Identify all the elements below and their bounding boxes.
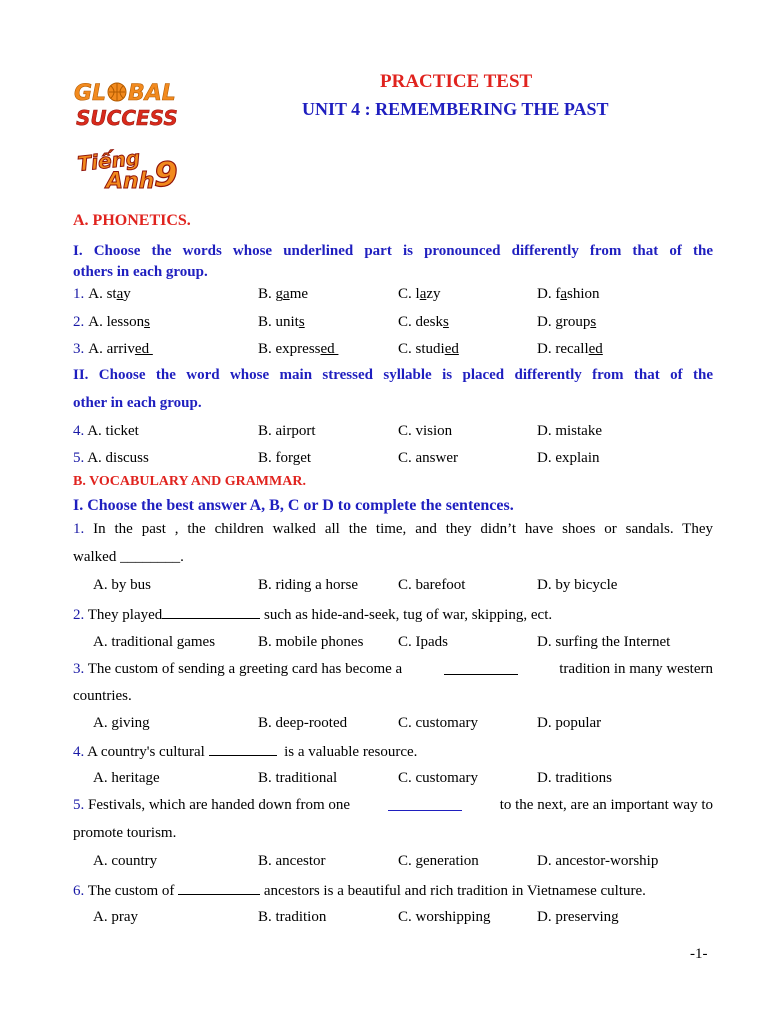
section-a-title: A. PHONETICS. (73, 212, 191, 229)
underlined-part: s (590, 314, 597, 330)
option-b (258, 340, 338, 358)
underlined-part: ed (134, 341, 153, 357)
b-question-2 (73, 604, 552, 624)
underlined-part: a (283, 286, 290, 302)
underlined-part: ed (444, 341, 459, 357)
option-d: D. popular (537, 715, 602, 731)
question-3 (73, 340, 753, 358)
option-text: B. unit (258, 314, 299, 330)
option-d (537, 285, 600, 303)
svg-text:Anh: Anh (106, 169, 155, 194)
b-question-4 (73, 741, 417, 761)
question-number: 5. (73, 450, 85, 466)
option-d: D. surfing the Internet (537, 634, 671, 650)
underlined-part: a (560, 286, 567, 302)
question-2 (73, 313, 753, 331)
question-number: 4. (73, 744, 85, 760)
option-d (537, 313, 596, 331)
option-text: D. recall (537, 341, 589, 357)
underlined-part: ed (320, 341, 339, 357)
option-text-end: me (289, 286, 309, 302)
option-a: A. country (93, 853, 158, 869)
b-question-1-line1 (73, 520, 713, 538)
question-number: 2. (73, 607, 85, 623)
question-number: 4. (73, 423, 85, 439)
page-number: -1- (690, 946, 708, 962)
question-text: A country's cultural (84, 744, 205, 760)
question-text: The custom of sending a greeting card has become a (84, 661, 403, 677)
option-a: A. discuss (87, 450, 149, 466)
option-b: B. deep-rooted (258, 715, 348, 731)
underlined-part: a (116, 286, 124, 302)
option-text: A. st (88, 286, 117, 302)
option-a: A. giving (93, 715, 150, 731)
option-c (398, 313, 449, 331)
option-d: D. by bicycle (537, 577, 618, 593)
section-a-part2-line1: II. Choose the word whose main stressed syllable is placed differently from that of the (73, 367, 713, 383)
page-subtitle: UNIT 4 : REMEMBERING THE PAST (302, 99, 609, 119)
section-b-part1: I. Choose the best answer A, B, C or D to complete the sentences. (73, 497, 514, 514)
question-4 (73, 422, 753, 440)
question-text-cont: to the next, are an important way to (499, 797, 713, 813)
option-d: D. ancestor-worship (537, 853, 659, 869)
answer-blank[interactable] (209, 741, 277, 756)
option-b: B. forget (258, 450, 312, 466)
option-c: C. customary (398, 715, 478, 731)
svg-text:Tiếng: Tiếng (76, 145, 142, 176)
option-d: D. preserving (537, 909, 619, 925)
option-b: B. mobile phones (258, 634, 364, 650)
option-c: C. answer (398, 450, 458, 466)
underlined-part: s (144, 314, 150, 330)
option-d: D. traditions (537, 770, 612, 786)
option-c: C. barefoot (398, 577, 466, 593)
question-text-cont: is a valuable resource. (284, 744, 418, 760)
option-b (258, 313, 305, 331)
section-a-part1-line2: others in each group. (73, 264, 208, 280)
section-a-part2-line2: other in each group. (73, 395, 202, 411)
question-text: They played (84, 607, 163, 623)
option-c: C. Ipads (398, 634, 448, 650)
underlined-part: s (298, 314, 305, 330)
option-text: D. group (537, 314, 591, 330)
option-text: D. f (537, 286, 561, 302)
option-b: B. traditional (258, 770, 338, 786)
b-question-1-line2: walked ________. (73, 549, 184, 565)
option-d: D. explain (537, 450, 600, 466)
question-number: 1. (73, 521, 85, 537)
section-b-title: B. VOCABULARY AND GRAMMAR. (73, 474, 306, 489)
question-5 (73, 449, 753, 467)
option-a (88, 286, 131, 302)
svg-text:SUCCESS: SUCCESS (76, 106, 178, 130)
question-number: 3. (73, 661, 85, 677)
option-a: A. pray (93, 909, 138, 925)
option-text: C. studi (398, 341, 445, 357)
b-question-5-line1 (73, 796, 713, 814)
option-c: C. customary (398, 770, 478, 786)
underlined-part: a (419, 286, 427, 302)
section-a-part1-line1: I. Choose the words whose underlined part is pronounced differently from that of the (73, 243, 713, 259)
option-a (88, 314, 150, 330)
option-text-end: zy (426, 286, 441, 302)
question-text-cont: such as hide-and-seek, tug of war, skipping, ect. (264, 607, 553, 623)
question-number: 2. (73, 314, 85, 330)
question-text: Festivals, which are handed down from one (84, 797, 351, 813)
answer-blank[interactable] (388, 796, 462, 811)
option-b: B. ancestor (258, 853, 326, 869)
option-text: A. arriv (88, 341, 135, 357)
option-b: B. airport (258, 423, 316, 439)
option-d (537, 340, 603, 358)
question-text-cont: tradition in many western (559, 661, 713, 677)
option-text-end: y (123, 286, 131, 302)
underlined-part: s (443, 314, 449, 330)
option-text-end: shion (567, 286, 600, 302)
page-title: PRACTICE TEST (380, 71, 533, 92)
option-c (398, 340, 459, 358)
svg-text:BAL: BAL (128, 81, 176, 106)
svg-text:9: 9 (154, 155, 178, 195)
option-text: A. lesson (88, 314, 145, 330)
question-1 (73, 285, 753, 303)
option-b: B. riding a horse (258, 577, 358, 593)
svg-text:GL: GL (74, 81, 107, 106)
option-a: A. by bus (93, 577, 151, 593)
option-a (88, 341, 153, 357)
question-text: In the past , the children walked all the time, and they didn’t have shoes or sandals. They (84, 521, 713, 537)
global-success-logo (72, 72, 178, 130)
answer-blank[interactable] (178, 880, 260, 895)
option-text: C. l (398, 286, 420, 302)
question-text-cont: ancestors is a beautiful and rich tradition in Vietnamese culture. (263, 883, 646, 899)
option-b: B. tradition (258, 909, 327, 925)
option-text: C. desk (398, 314, 443, 330)
option-c: C. generation (398, 853, 479, 869)
question-number: 5. (73, 797, 85, 813)
b-question-3-line1 (73, 660, 713, 678)
option-text: B. g (258, 286, 284, 302)
option-c: C. vision (398, 423, 453, 439)
option-text: B. express (258, 341, 321, 357)
answer-blank[interactable] (162, 604, 260, 619)
option-a: A. ticket (87, 423, 139, 439)
option-c: C. worshipping (398, 909, 491, 925)
b-question-6 (73, 880, 646, 900)
option-a: A. heritage (93, 770, 160, 786)
tieng-anh-9-logo (76, 146, 188, 194)
option-c (398, 285, 441, 303)
b-question-5-line2: promote tourism. (73, 825, 177, 841)
question-number: 6. (73, 883, 85, 899)
option-d: D. mistake (537, 423, 602, 439)
option-b (258, 285, 308, 303)
question-number: 1. (73, 286, 85, 302)
answer-blank[interactable] (444, 660, 518, 675)
question-number: 3. (73, 341, 85, 357)
b-question-3-line2: countries. (73, 688, 132, 704)
underlined-part: ed (588, 341, 603, 357)
option-a: A. traditional games (93, 634, 216, 650)
question-text: The custom of (84, 883, 175, 899)
